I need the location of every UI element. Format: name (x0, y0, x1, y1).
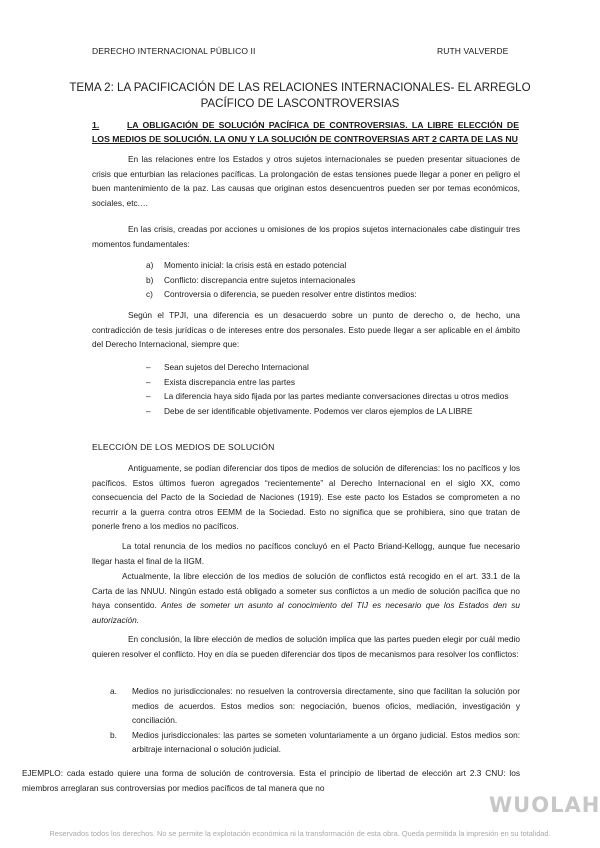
list-item-text: Momento inicial: la crisis está en estado potencial (164, 260, 347, 270)
list-item (146, 389, 520, 404)
paragraph-6 (92, 569, 520, 627)
header-author: RUTH VALVERDE (437, 46, 509, 56)
subheading: ELECCIÓN DE LOS MEDIOS DE SOLUCIÓN (92, 442, 275, 452)
list-marker: a. (110, 686, 117, 696)
list-item-text: Sean sujetos del Derecho Internacional (164, 362, 309, 372)
list-item-text: La diferencia haya sido fijada por las partes mediante conversaciones directas u otros medios (164, 391, 509, 402)
list-item-text: Exista discrepancia entre las partes (164, 376, 295, 387)
section-heading (92, 118, 519, 146)
conditions-list (146, 360, 520, 418)
paragraph-6-italic: Antes de someter un asunto al conocimiento del TIJ es necesario que los Estados den su autorización. (92, 600, 521, 625)
list-item-text: Controversia o diferencia, se pueden resolver entre distintos medios: (164, 289, 417, 300)
list-item (146, 273, 520, 288)
list-item-text: Medios no jurisdiccionales: no resuelven la controversia directamente, sino que facilitan la solución por medios de acuerdos. Estos medios son: negociación, buenos oficios, mediación, investigación y conciliación. (132, 686, 520, 726)
section-heading-text: LA OBLIGACIÓN DE SOLUCIÓN PACÍFICA DE CONTROVERSIAS. LA LIBRE ELECCIÓN DE LOS MEDIOS DE SOLUCIÓN. LA ONU Y LA SOLUCIÓN DE CONTROVERSIAS ART 2 CARTA DE LAS NU (92, 120, 519, 144)
list-item (146, 375, 520, 390)
dash-marker: – (146, 362, 151, 372)
dash-marker: – (146, 405, 151, 416)
list-item (146, 404, 520, 419)
title-line-2: PACÍFICO DE LASCONTROVERSIAS (200, 97, 400, 110)
list-marker: a) (146, 260, 154, 270)
list-item (146, 287, 520, 302)
mechanisms-list (110, 684, 520, 757)
paragraph-3: Según el TPJI, una diferencia es un desacuerdo sobre un punto de derecho o, de hecho, una contradicción de tesis jurídicas o de intereses entre dos personales. Esto puede llegar a ser aplicable en el ámbito del Derecho Internacional, siempre que: (92, 310, 520, 350)
paragraph-7: En conclusión, la libre elección de medios de solución implica que las partes pueden elegir por cuál medio quieren resolver el conflicto. Hoy en día se pueden diferenciar dos tipos de mecanismos para resolver los conflictos: (92, 634, 520, 659)
paragraph-4: Antiguamente, se podían diferenciar dos tipos de medios de solución de diferencias: los no pacíficos y los pacíficos. Estos últimos fueron agregados “recientemente” al Derecho Internacional en el siglo XX, como consecuencia del Pacto de la Sociedad de Naciones (1919). Ese este pacto los Estados se comprometen a no recurrir a la guerra contra otros EEMM de la Sociedad. Esto no significa que se prohibiera, sino que tratan de ponerle freno a los medios no pacíficos. (92, 463, 520, 532)
paragraph-1: En las relaciones entre los Estados y otros sujetos internacionales se pueden presentar situaciones de crisis que enturbian las relaciones pacíficas. La prolongación de estas tensiones puede llegar a poner en peligro el buen mantenimiento de la paz. Las causas que originan estos desencuentros pueden ser por temas económicos, sociales, etc.… (92, 154, 520, 208)
header-course: DERECHO INTERNACIONAL PÚBLICO II (92, 46, 256, 56)
paragraph-6-text: Actualmente, la libre elección de los medios de solución de conflictos está recogido en el art. 33.1 de la Carta de las NNUU. Ningún estado está obligado a someter sus conflictos a un medio de solución pacífica que no haya consentido. (92, 571, 520, 611)
dash-marker: – (146, 376, 151, 387)
list-item (110, 684, 520, 728)
section-number: 1. (92, 120, 100, 130)
list-marker: c) (146, 289, 153, 300)
list-item (146, 360, 520, 375)
footer-copyright: Reservados todos los derechos. No se permite la explotación económica ni la transformación de esta obra. Queda permitida la impresión en su totalidad. (49, 829, 551, 838)
wuolah-watermark: WUOLAH (489, 793, 600, 817)
list-marker: b) (146, 274, 154, 285)
list-item-text: Conflicto: discrepancia entre sujetos internacionales (164, 274, 356, 285)
list-marker: b. (110, 729, 117, 740)
title-line-1: TEMA 2: LA PACIFICACIÓN DE LAS RELACIONES INTERNACIONALES- EL ARREGLO (69, 81, 531, 94)
list-item-text: Medios jurisdiccionales: las partes se someten voluntariamente a un órgano judicial. Estos medios son: arbitraje internacional o solución judicial. (132, 729, 520, 755)
dash-marker: – (146, 391, 151, 402)
paragraph-5: La total renuncia de los medios no pacíficos concluyó en el Pacto Briand-Kellogg, aunque fue necesario llegar hasta el final de la IIGM. (92, 541, 520, 566)
page-title (40, 80, 560, 112)
list-item (146, 258, 520, 273)
list-item-text: Debe de ser identificable objetivamente. Podemos ver claros ejemplos de LA LIBRE (164, 405, 473, 416)
moments-list (146, 258, 520, 302)
paragraph-example: EJEMPLO: cada estado quiere una forma de solución de controversia. Esta el principio de libertad de elección art 2.3 CNU: los miembros arreglaran sus controversias por medios pacíficos de tal manera que no (22, 768, 520, 793)
list-item (110, 728, 520, 757)
paragraph-2: En las crisis, creadas por acciones u omisiones de los propios sujetos internacionales cabe distinguir tres momentos fundamentales: (92, 224, 520, 249)
